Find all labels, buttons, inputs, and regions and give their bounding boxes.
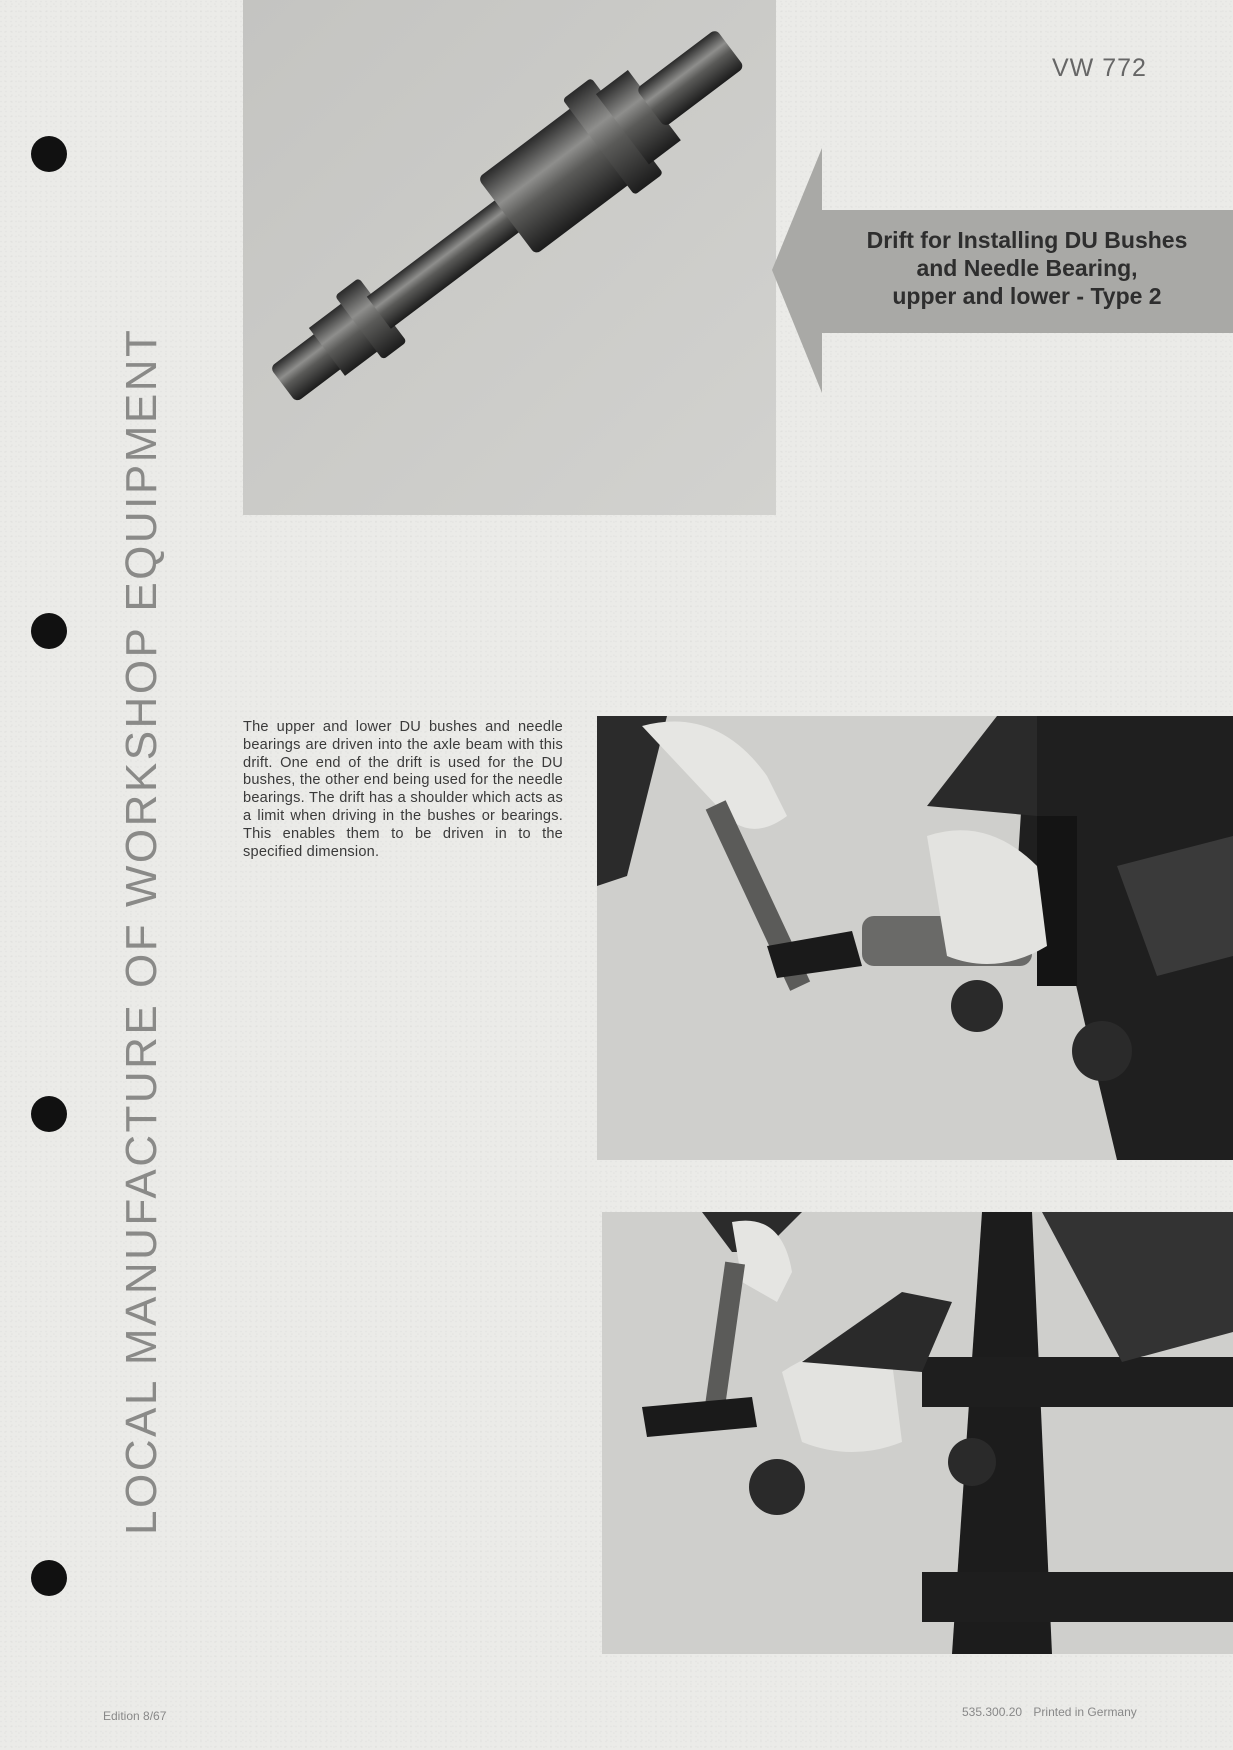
punch-hole-4 (31, 1560, 67, 1596)
drift-tool-photo (243, 0, 776, 515)
print-info (962, 1705, 1145, 1719)
tool-title-line-3: upper and lower - Type 2 (892, 283, 1162, 309)
tool-title (832, 226, 1222, 310)
description-text: The upper and lower DU bushes and needle bearings are driven into the axle beam with this drift. One end of the drift is used for the DU bushes, the other end being used for the needle bearings. The drift has a shoulder which acts as a limit when driving in the bushes or bearings. This enables them to be driven in to the specified dimension. (243, 719, 563, 860)
punch-hole-2 (31, 613, 67, 649)
upper-installation-photo (597, 716, 1233, 1160)
side-heading: LOCAL MANUFACTURE OF WORKSHOP EQUIPMENT (117, 327, 166, 1535)
tool-title-line-2: and Needle Bearing, (916, 255, 1138, 281)
part-number: 535.300.20 (962, 1705, 1023, 1719)
edition-label: Edition 8/67 (103, 1709, 167, 1723)
document-number: VW 772 (1052, 54, 1147, 82)
punch-hole-1 (31, 136, 67, 172)
lower-installation-photo (602, 1212, 1233, 1654)
punch-hole-3 (31, 1096, 67, 1132)
printed-in-label: Printed in Germany (1033, 1705, 1137, 1719)
tool-title-line-1: Drift for Installing DU Bushes (866, 227, 1188, 253)
